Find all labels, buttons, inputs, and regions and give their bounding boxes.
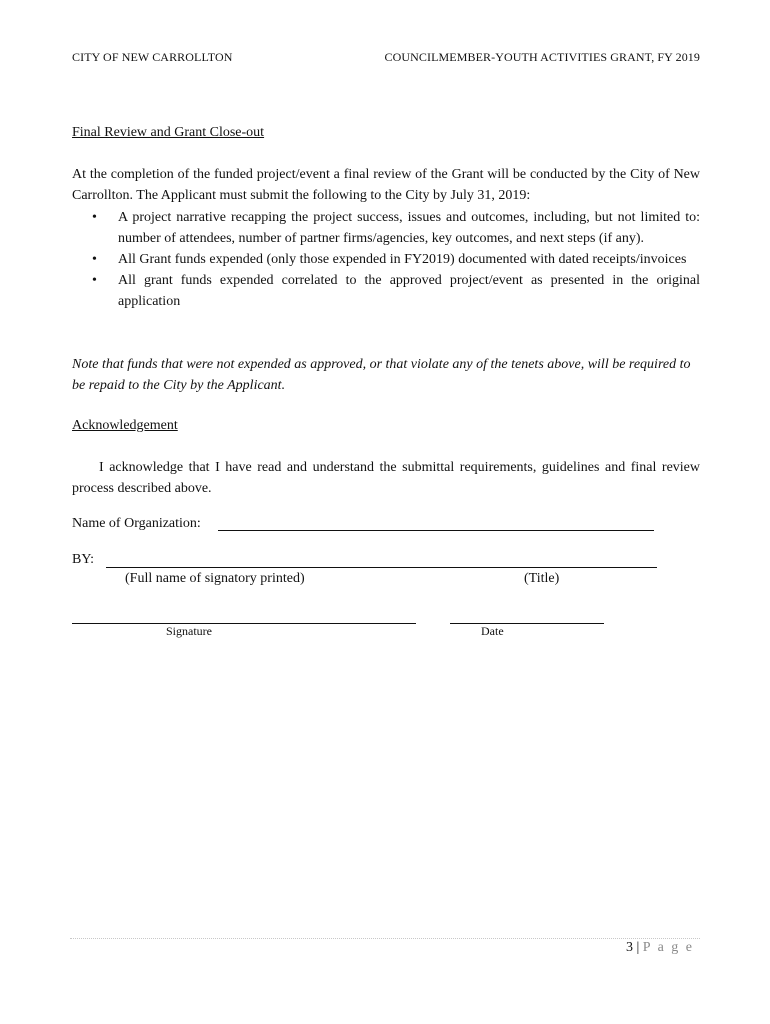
signatory-name-field[interactable] (106, 567, 657, 568)
header-left: CITY OF NEW CARROLLTON (72, 50, 233, 64)
full-name-caption: (Full name of signatory printed) (125, 571, 305, 586)
requirements-list (72, 207, 700, 312)
bullet-icon: • (92, 273, 97, 288)
list-item-text: All Grant funds expended (only those expended in FY2019) documented with dated receipts/invoices (118, 252, 687, 267)
title-caption: (Title) (524, 571, 560, 586)
list-item-text: All grant funds expended correlated to the approved project/event as presented in the original application (118, 273, 700, 309)
list-item-text: A project narrative recapping the project success, issues and outcomes, including, but not limited to: number of attendees, number of partner firms/agencies, key outcomes, and next steps (if any). (118, 210, 700, 246)
acknowledgement-text: I acknowledge that I have read and understand the submittal requirements, guidelines and final review process described above. (72, 460, 700, 496)
date-caption: Date (481, 624, 504, 638)
signature-caption: Signature (166, 624, 212, 638)
signature-field[interactable] (72, 623, 416, 624)
final-review-intro: At the completion of the funded project/event a final review of the Grant will be conducted by the City of New Carrollton. The Applicant must submit the following to the City by July 31, 2019: (72, 167, 700, 203)
bullet-icon: • (92, 252, 97, 267)
list-item (72, 207, 700, 249)
page-number-value: 3 (625, 940, 633, 955)
header-right: COUNCILMEMBER-YOUTH ACTIVITIES GRANT, FY 2019 (384, 50, 700, 64)
acknowledgement-heading: Acknowledgement (72, 418, 178, 433)
final-review-heading: Final Review and Grant Close-out (72, 125, 265, 140)
repayment-note: Note that funds that were not expended as approved, or that violate any of the tenets above, will be required to be repaid to the City by the Applicant. (72, 357, 691, 393)
list-item (72, 270, 700, 312)
list-item (72, 249, 700, 270)
page-word: P a g e (642, 940, 694, 955)
date-field[interactable] (450, 623, 604, 624)
page-number (626, 940, 694, 956)
organization-label: Name of Organization: (72, 516, 201, 531)
bullet-icon: • (92, 210, 97, 225)
organization-field[interactable] (218, 530, 654, 531)
footer-divider (70, 938, 700, 939)
by-label: BY: (72, 552, 95, 567)
page-number-separator: | (636, 940, 640, 955)
